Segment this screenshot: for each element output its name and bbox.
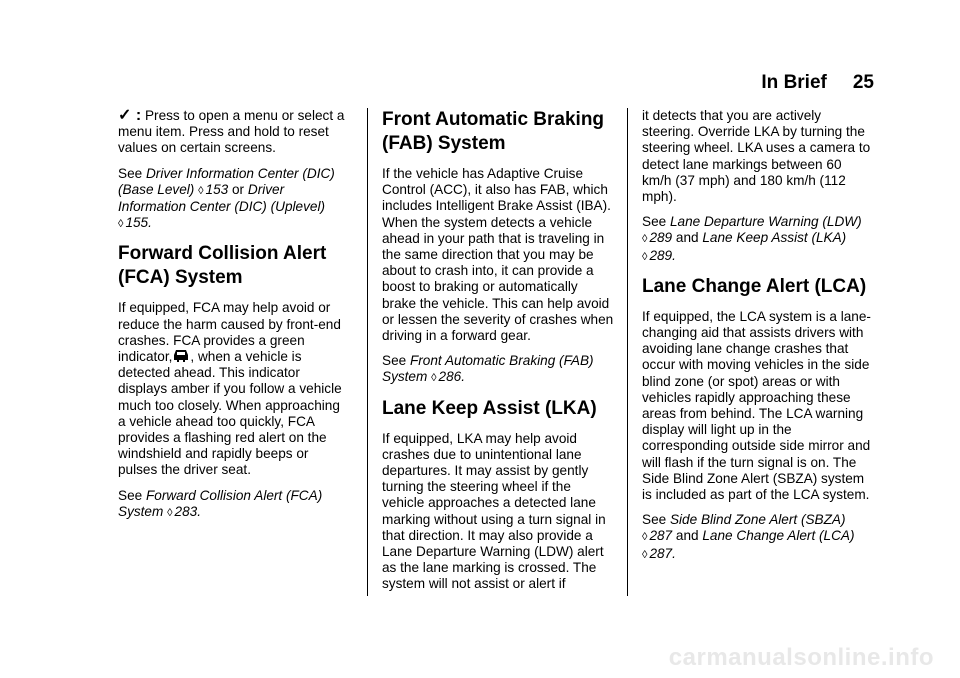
lka-description: If equipped, LKA may help avoid crashes due to unintentional lane departures. It may assist by gently turning the steering wheel if the vehicle approaches a detected lane marking without using a turn signal in that direction. It may also provide a Lane Departure Warning (LDW) alert as the lane marking is crossed. The system will not assist or alert if <box>382 430 606 592</box>
page-ref-arrow-icon: ◊ <box>642 233 648 246</box>
page-ref-arrow-icon: ◊ <box>198 184 204 197</box>
cross-reference: See Forward Collision Alert (FCA) System ◊ 283. <box>118 487 323 519</box>
reference-link[interactable]: Front Automatic Braking (FAB) System <box>382 353 594 385</box>
page-ref-arrow-icon: ◊ <box>642 548 648 561</box>
page-ref[interactable]: 287. <box>649 545 676 561</box>
page-ref[interactable]: 289. <box>649 247 676 263</box>
reference-link[interactable]: Lane Keep Assist (LKA) <box>702 230 847 246</box>
column-divider <box>627 108 628 596</box>
reference-link[interactable]: Forward Collision Alert (FCA) System <box>118 487 323 519</box>
page-ref[interactable]: 283. <box>174 503 202 519</box>
section-heading: Front Automatic Braking (FAB) System <box>382 109 605 154</box>
page-header <box>761 72 874 94</box>
lka-description-continued: it detects that you are actively steering. Override LKA by turning the steering wheel. LKA uses a camera to detect lane markings between 60 km/h (37 mph) and 180 km/h (112 mph). <box>642 108 871 205</box>
page-number: 25 <box>852 72 874 93</box>
column-1 <box>118 108 350 530</box>
page-ref-arrow-icon: ◊ <box>167 506 173 519</box>
page-ref-arrow-icon: ◊ <box>118 218 124 231</box>
cross-reference: See Driver Information Center (DIC) (Base Level) ◊ 153 or Driver Information Center (DIC) (Uplevel) ◊ 155. <box>118 165 335 231</box>
reference-link[interactable]: Side Blind Zone Alert (SBZA) <box>669 512 846 528</box>
cross-reference: See Lane Departure Warning (LDW) ◊ 289 and Lane Keep Assist (LKA) ◊ 289. <box>642 214 862 263</box>
column-2 <box>382 108 614 602</box>
page-ref[interactable]: 155. <box>125 215 152 231</box>
section-heading: Forward Collision Alert (FCA) System <box>118 243 327 289</box>
reference-link[interactable]: Lane Departure Warning (LDW) <box>669 214 862 230</box>
select-button-description: ✓ : Press to open a menu or select a menu item. Press and hold to reset values on certain screens. <box>118 107 345 156</box>
cross-reference: See Front Automatic Braking (FAB) System ◊ 286. <box>382 353 594 385</box>
cross-reference: See Side Blind Zone Alert (SBZA) ◊ 287 and Lane Change Alert (LCA) ◊ 287. <box>642 512 855 561</box>
page-ref-arrow-icon: ◊ <box>642 531 648 544</box>
reference-link[interactable]: Driver Information Center (DIC) (Base Level) <box>118 165 335 197</box>
section-title: In Brief <box>761 72 827 93</box>
page-ref-arrow-icon: ◊ <box>431 372 437 385</box>
column-divider <box>367 108 368 596</box>
watermark: carmanualsonline.info <box>668 644 934 671</box>
page-ref[interactable]: 289 <box>649 230 673 246</box>
vehicle-ahead-icon <box>173 349 189 363</box>
checkmark-icon: ✓ : <box>118 107 142 124</box>
reference-link[interactable]: Driver Information Center (DIC) (Uplevel) <box>118 181 325 215</box>
page-ref[interactable]: 153 <box>205 181 229 197</box>
fca-description: If equipped, FCA may help avoid or reduce the harm caused by front-end crashes. FCA provides a green indicator, , when a vehicle is detected ahead. This indicator displays amber if you follow a vehicle much too closely. When approaching a vehicle ahead too quickly, FCA provides a flashing red alert on the windshield and rapidly beeps or pulses the driver seat. <box>118 300 342 478</box>
reference-link[interactable]: Lane Change Alert (LCA) <box>702 528 855 544</box>
page-ref-arrow-icon: ◊ <box>642 250 648 263</box>
page-ref[interactable]: 287 <box>649 528 673 544</box>
fab-description: If the vehicle has Adaptive Cruise Control (ACC), it also has FAB, which includes Intelligent Brake Assist (IBA). When the system detects a vehicle ahead in your path that is traveling in the same direction that you may be about to crash into, it can provide a boost to braking or automatically brake the vehicle. This can help avoid or lessen the severity of crashes when driving in a forward gear. <box>382 166 614 344</box>
page-ref[interactable]: 286. <box>438 369 466 385</box>
lca-description: If equipped, the LCA system is a lane-changing aid that assists drivers with avoiding lane change crashes that occur with moving vehicles in the side blind zone (or spot) areas or with vehicles rapidly approaching these areas from behind. The LCA warning display will light up in the corresponding outside side mirror and will flash if the turn signal is on. The Side Blind Zone Alert (SBZA) system is included as part of the LCA system. <box>642 308 871 503</box>
column-3 <box>642 108 874 572</box>
section-heading: Lane Keep Assist (LKA) <box>382 397 597 419</box>
section-heading: Lane Change Alert (LCA) <box>642 275 867 297</box>
